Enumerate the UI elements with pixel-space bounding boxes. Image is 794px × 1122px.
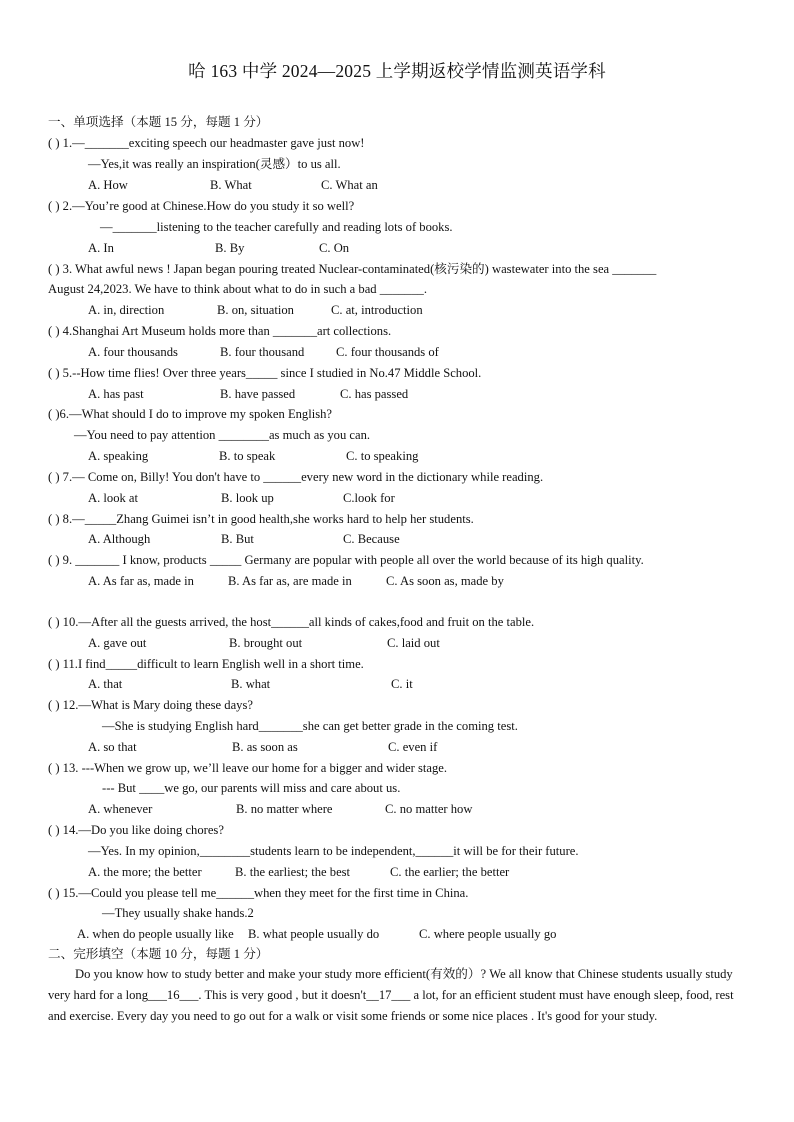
option-c: C. the earlier; the better [390,865,510,879]
question-7-stem: ( ) 7.— Come on, Billy! You don't have to ______every new word in the dictionary while reading. [48,470,544,484]
question-6-response: —You need to pay attention ________as much as you can. [74,428,371,442]
option-a: A. whenever [88,802,153,816]
option-b: B. four thousand [220,345,305,359]
option-b: B. brought out [229,636,303,650]
question-14-stem: ( ) 14.—Do you like doing chores? [48,823,224,837]
option-b: B. have passed [220,387,296,401]
option-c: C. it [391,677,413,691]
option-a: A. look at [88,491,139,505]
question-2-response: —_______listening to the teacher carefully and reading lots of books. [100,220,453,234]
question-1-response: —Yes,it was really an inspiration(灵感）to us all. [88,157,341,171]
option-a: A. has past [88,387,144,401]
question-15-response: —They usually shake hands.2 [102,906,254,920]
option-a: A. As far as, made in [88,574,194,588]
option-c: C. where people usually go [419,927,557,941]
option-b: B. on, situation [217,303,294,317]
option-b: B. As far as, are made in [228,574,352,588]
question-3-continuation: August 24,2023. We have to think about what to do in such a bad _______. [48,282,427,296]
option-b: B. as soon as [232,740,298,754]
option-c: C. even if [388,740,438,754]
question-9-stem: ( ) 9. _______ I know, products _____ Germany are popular with people all over the world because of its high quality. [48,553,644,567]
section-heading-cloze: 二、完形填空（本题 10 分，每题 1 分） [48,947,269,961]
question-8-stem: ( ) 8.—_____Zhang Guimei isn’t in good health,she works hard to help her students. [48,512,474,526]
question-6-stem: ( )6.—What should I do to improve my spoken English? [48,407,333,421]
question-12-stem: ( ) 12.—What is Mary doing these days? [48,698,253,712]
question-12-response: —She is studying English hard_______she can get better grade in the coming test. [102,719,518,733]
option-a: A. that [88,677,123,691]
option-c: C. What an [321,178,378,192]
option-b: B. what people usually do [248,927,380,941]
question-5-stem: ( ) 5.--How time flies! Over three years_____ since I studied in No.47 Middle School. [48,366,482,380]
option-b: B. to speak [219,449,276,463]
option-a: A. the more; the better [88,865,202,879]
option-c: C. to speaking [346,449,419,463]
option-b: B. the earliest; the best [235,865,351,879]
option-c: C. laid out [387,636,440,650]
option-a: A. so that [88,740,137,754]
question-3-stem: ( ) 3. What awful news ! Japan began pouring treated Nuclear-contaminated(核污染的) wastewater into the sea _______ [48,262,657,276]
option-a: A. in, direction [88,303,165,317]
option-a: A. How [88,178,128,192]
option-c: C. four thousands of [336,345,439,359]
option-a: A. gave out [88,636,147,650]
option-c: C.look for [343,491,395,505]
option-a: A. when do people usually like [77,927,234,941]
option-b: B. look up [221,491,274,505]
question-10-stem: ( ) 10.—After all the guests arrived, the host______all kinds of cakes,food and fruit on the table. [48,615,535,629]
question-4-stem: ( ) 4.Shanghai Art Museum holds more than _______art collections. [48,324,392,338]
question-15-stem: ( ) 15.—Could you please tell me______when they meet for the first time in China. [48,886,469,900]
option-c: C. Because [343,532,400,546]
question-13-response: --- But ____we go, our parents will miss and care about us. [102,781,401,795]
option-b: B. What [210,178,252,192]
option-c: C. On [319,241,350,255]
option-c: C. As soon as, made by [386,574,504,588]
option-a: A. In [88,241,114,255]
page-title: 哈 163 中学 2024—2025 上学期返校学情监测英语学科 [188,61,606,81]
question-2-stem: ( ) 2.—You’re good at Chinese.How do you study it so well? [48,199,355,213]
option-c: C. no matter how [385,802,473,816]
option-a: A. speaking [88,449,149,463]
option-c: C. has passed [340,387,409,401]
question-1-stem: ( ) 1.—_______exciting speech our headmaster gave just now! [48,136,365,150]
section-heading-single-choice: 一、单项选择（本题 15 分，每题 1 分） [48,115,269,129]
option-b: B. By [215,241,245,255]
question-11-stem: ( ) 11.I find_____difficult to learn English well in a short time. [48,657,364,671]
cloze-passage: Do you know how to study better and make your study more efficient(有效的）? We all know that Chinese students usually study very hard for a long___16___. This is very good , but it doesn't__17___ a lot, for an efficient student must have enough sleep, food, rest and exercise. Every day you need to go out for a walk or visit some friends or some nice places . It's good for your study. [48,967,734,1023]
question-13-stem: ( ) 13. ---When we grow up, we’ll leave our home for a bigger and wider stage. [48,761,448,775]
option-a: A. Although [88,532,151,546]
option-b: B. no matter where [236,802,333,816]
option-c: C. at, introduction [331,303,423,317]
option-b: B. But [221,532,254,546]
question-14-response: —Yes. In my opinion,________students learn to be independent,______it will be for their future. [88,844,579,858]
option-b: B. what [231,677,271,691]
option-a: A. four thousands [88,345,178,359]
